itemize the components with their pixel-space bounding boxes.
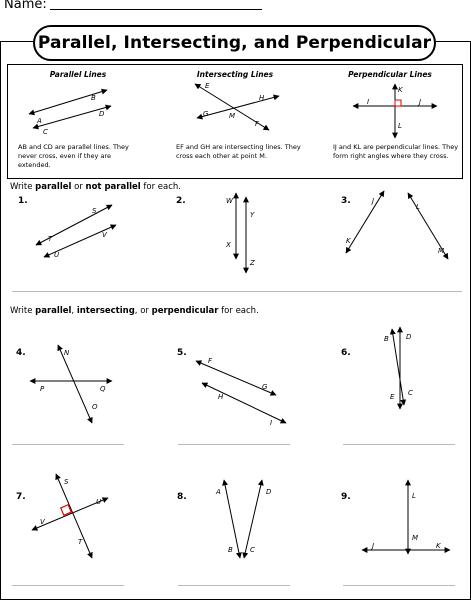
ref-perpendicular-title: Perpendicular Lines — [348, 70, 432, 79]
q8-pt-A: A — [216, 488, 221, 496]
question-5-diagram — [196, 357, 286, 427]
ref-perpendicular-diagram — [353, 84, 437, 138]
q9-pt-M: M — [412, 534, 419, 542]
q7-pt-U: U — [96, 498, 102, 506]
q5-pt-I: I — [270, 419, 273, 427]
ref-pt-L: L — [398, 122, 402, 130]
ref-parallel-diagram — [29, 90, 111, 136]
ref-parallel-desc: AB and CD are parallel lines. They never cross, even if they are extended. — [18, 143, 129, 169]
question-9-diagram — [362, 480, 450, 554]
q5-pt-G: G — [262, 383, 268, 391]
q9-pt-L: L — [412, 492, 416, 500]
question-2-diagram — [225, 193, 255, 273]
section1-diagrams — [0, 185, 471, 280]
q7-pt-S: S — [64, 478, 69, 486]
ref-intersecting-diagram — [195, 82, 279, 130]
question-8-diagram — [215, 480, 272, 558]
q3-pt-K: K — [346, 237, 351, 245]
question-1-number: 1. — [18, 196, 28, 206]
q8-pt-B: B — [228, 546, 233, 554]
section2-row2-diagrams — [0, 468, 471, 568]
question-9-number: 9. — [341, 492, 351, 502]
ref-pt-B: B — [91, 94, 96, 102]
ref-pt-H: H — [259, 94, 265, 102]
q3-pt-J: J — [372, 197, 375, 205]
ref-pt-G: G — [203, 110, 209, 118]
q1-pt-V: V — [102, 231, 107, 239]
q4-pt-N: N — [64, 349, 70, 357]
name-label: Name: — [4, 0, 47, 12]
ref-pt-C: C — [43, 128, 48, 136]
question-8-number: 8. — [177, 492, 187, 502]
question-6-number: 6. — [341, 348, 351, 358]
question-7-diagram — [32, 474, 108, 558]
q9-pt-K: K — [436, 542, 441, 550]
section2-row1-diagrams — [0, 325, 471, 435]
q4-pt-Q: Q — [100, 385, 106, 393]
section1-divider — [12, 291, 462, 292]
question-4-number: 4. — [16, 348, 26, 358]
ref-intersecting-desc: EF and GH are intersecting lines. They cross each other at point M. — [176, 143, 301, 160]
q7-pt-T: T — [78, 538, 83, 546]
question-1-diagram — [36, 205, 116, 259]
q1-pt-U: U — [54, 251, 60, 259]
ref-pt-F: F — [255, 120, 260, 128]
q2-pt-Y: Y — [250, 211, 255, 219]
q7-pt-V: V — [40, 518, 45, 526]
q8-pt-C: C — [250, 546, 255, 554]
ref-intersecting-title: Intersecting Lines — [196, 70, 274, 79]
q3-pt-L: L — [416, 203, 420, 211]
q6-pt-E: E — [390, 393, 395, 401]
ref-pt-E: E — [205, 82, 210, 90]
q6-pt-B: B — [384, 335, 389, 343]
q2-pt-X: X — [226, 241, 231, 249]
q6-pt-C: C — [408, 389, 413, 397]
q6-pt-D: D — [406, 333, 412, 341]
name-blank-line[interactable] — [50, 9, 262, 10]
q5-pt-H: H — [218, 393, 224, 401]
ref-pt-A: A — [37, 117, 42, 125]
ref-perpendicular-desc: IJ and KL are perpendicular lines. They form right angles where they cross. — [333, 143, 459, 160]
ref-pt-I: I — [367, 98, 370, 106]
q1-pt-S: S — [92, 207, 97, 215]
q2-pt-W: W — [226, 197, 233, 205]
ref-pt-D: D — [99, 110, 105, 118]
q4-pt-O: O — [92, 403, 98, 411]
question-4-diagram — [30, 345, 112, 423]
question-2-number: 2. — [176, 196, 186, 206]
q2-pt-Z: Z — [250, 259, 255, 267]
ref-pt-J: J — [419, 98, 422, 106]
q5-pt-F: F — [208, 357, 213, 365]
worksheet-title: Parallel, Intersecting, and Perpendicular — [33, 25, 436, 61]
q9-pt-J: J — [372, 542, 375, 550]
q8-pt-D: D — [266, 488, 272, 496]
q4-pt-P: P — [40, 385, 45, 393]
section2-instruction: Write parallel, intersecting, or perpendicular for each. — [10, 306, 259, 316]
section1-instruction: Write parallel or not parallel for each. — [10, 182, 181, 192]
ref-pt-M: M — [229, 112, 236, 120]
question-3-number: 3. — [341, 196, 351, 206]
question-6-diagram — [384, 327, 413, 409]
question-5-number: 5. — [177, 348, 187, 358]
ref-parallel-title: Parallel Lines — [49, 70, 107, 79]
q1-pt-T: T — [48, 235, 53, 243]
question-7-number: 7. — [16, 492, 26, 502]
reference-diagrams — [7, 78, 463, 142]
ref-pt-K: K — [398, 86, 403, 94]
q3-pt-M: M — [438, 247, 445, 255]
question-3-diagram — [346, 191, 448, 259]
